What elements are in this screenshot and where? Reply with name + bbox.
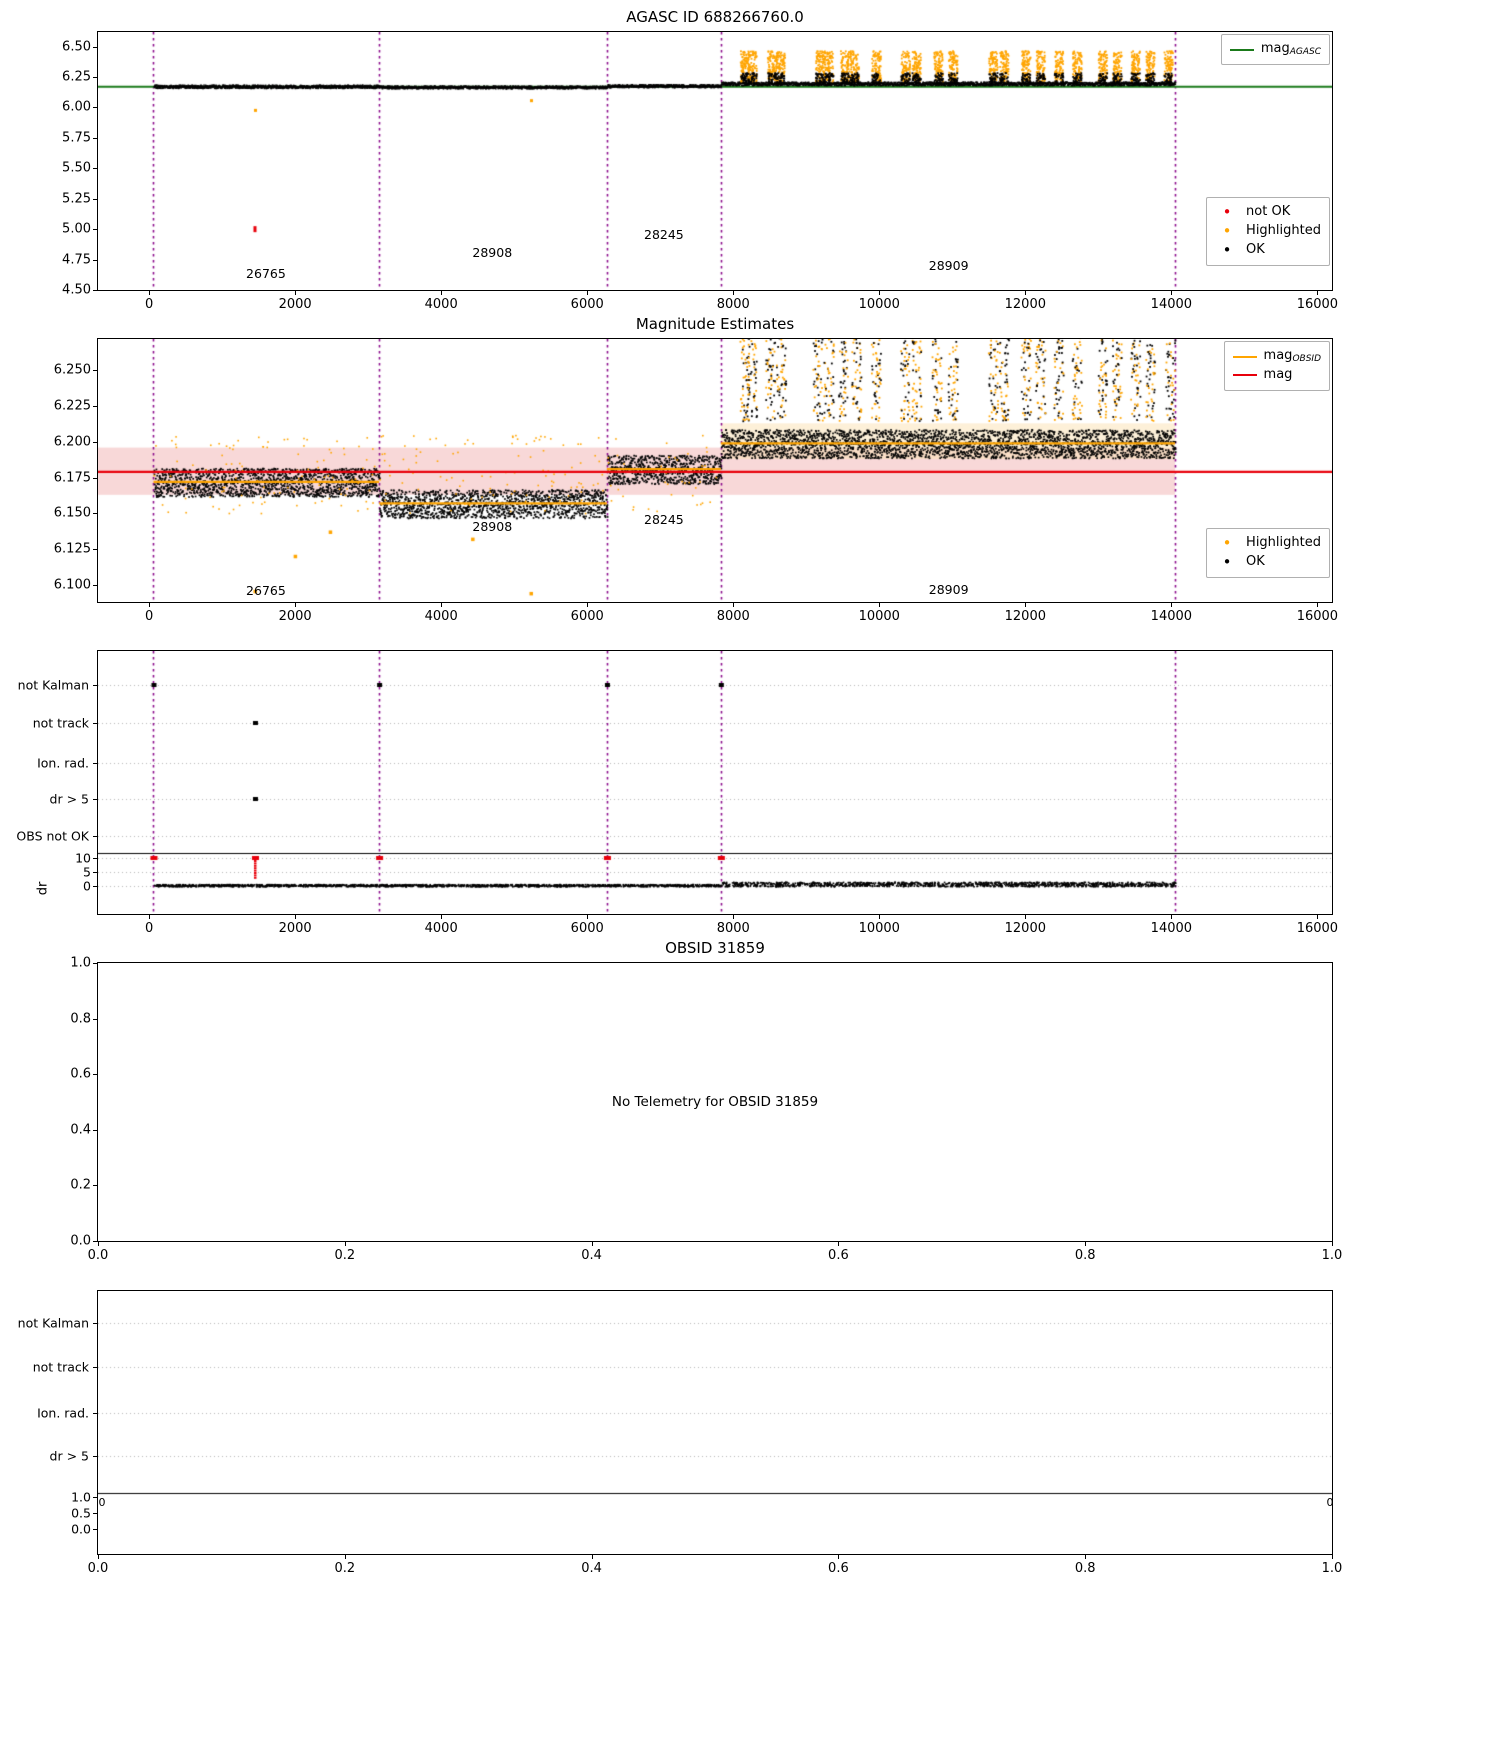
x-tick-mark xyxy=(587,290,588,295)
x-tick-label: 2000 xyxy=(278,921,312,936)
x-tick-mark xyxy=(587,914,588,919)
panel-mag-legend-top xyxy=(1224,341,1330,391)
legend-dot-swatch: • xyxy=(1222,553,1232,572)
y-tick-label: 0.0 xyxy=(70,1233,91,1249)
panel-mag-title: Magnitude Estimates xyxy=(635,315,795,333)
legend-row-mag-agasc xyxy=(1230,40,1321,59)
y-tick-mark xyxy=(93,1497,98,1498)
x-tick-label: 0 xyxy=(144,297,154,312)
obsid-label: 28908 xyxy=(472,245,513,261)
flag-row-label-2: Ion. rad. xyxy=(37,1405,89,1421)
x-tick-label: 8000 xyxy=(716,297,750,312)
legend-label-mag-obsid: mag$_{OBSID}$ xyxy=(1263,348,1321,364)
x-tick-label: 16000 xyxy=(1296,297,1339,312)
legend-dot-swatch: • xyxy=(1222,534,1232,553)
y-tick-mark xyxy=(93,406,98,407)
x-tick-mark xyxy=(295,290,296,295)
legend-label-highlighted: Highlighted xyxy=(1246,535,1321,551)
flag-row-label-0: not Kalman xyxy=(17,1315,89,1331)
y-tick-mark xyxy=(93,229,98,230)
x-tick-mark xyxy=(149,602,150,607)
x-tick-mark xyxy=(592,1241,593,1246)
legend-row-ok xyxy=(1215,241,1321,260)
dr-tick-0: 0.0 xyxy=(71,1521,91,1537)
legend-label-not-ok: not OK xyxy=(1246,204,1291,220)
y-tick-mark xyxy=(93,1074,98,1075)
x-tick-mark xyxy=(1332,1554,1333,1559)
y-tick-mark xyxy=(93,723,98,724)
y-tick-mark xyxy=(93,1367,98,1368)
x-tick-mark xyxy=(879,914,880,919)
legend-dot-swatch: • xyxy=(1222,222,1232,241)
y-tick-label: 6.25 xyxy=(62,69,91,85)
y-tick-label: 5.75 xyxy=(62,130,91,146)
x-tick-mark xyxy=(1025,602,1026,607)
x-tick-mark xyxy=(149,914,150,919)
x-tick-label: 14000 xyxy=(1150,297,1193,312)
x-tick-label: 4000 xyxy=(424,297,458,312)
x-tick-mark xyxy=(295,602,296,607)
x-tick-label: 16000 xyxy=(1296,921,1339,936)
x-tick-label: 0 xyxy=(144,921,154,936)
x-tick-label: 6000 xyxy=(570,609,604,624)
obsid-label: 28908 xyxy=(472,518,513,534)
x-tick-mark xyxy=(1025,290,1026,295)
x-tick-label: 10000 xyxy=(858,297,900,312)
x-tick-mark xyxy=(1085,1554,1086,1559)
panel-agasc-magnitude xyxy=(62,8,1339,312)
y-tick-mark xyxy=(93,138,98,139)
y-tick-mark xyxy=(93,1456,98,1457)
panel-obsid-title: OBSID 31859 xyxy=(665,939,765,957)
obsid-label: 26765 xyxy=(246,583,286,599)
x-tick-label: 1.0 xyxy=(1321,1561,1343,1576)
x-tick-label: 6000 xyxy=(570,297,604,312)
x-tick-label: 0.6 xyxy=(828,1248,849,1263)
flag-row-label-1: not track xyxy=(32,715,89,731)
x-tick-label: 0.4 xyxy=(581,1561,602,1576)
x-tick-label: 0.0 xyxy=(87,1561,109,1576)
panel-flags-plot-area xyxy=(98,651,1332,914)
y-tick-mark xyxy=(93,685,98,686)
dr-tick-1: 1.0 xyxy=(71,1489,91,1505)
y-tick-mark xyxy=(93,1130,98,1131)
flag-row-label-3: dr > 5 xyxy=(49,1448,89,1464)
legend-dot-swatch: • xyxy=(1222,203,1232,222)
obsid-label: 28245 xyxy=(643,511,684,527)
x-tick-mark xyxy=(838,1554,839,1559)
panel-agasc-legend-top xyxy=(1221,34,1330,65)
y-tick-label: 4.75 xyxy=(62,252,91,268)
x-tick-mark xyxy=(879,602,880,607)
legend-line-swatch xyxy=(1230,49,1254,51)
y-tick-mark xyxy=(93,1529,98,1530)
x-tick-label: 0.6 xyxy=(828,1561,849,1576)
x-tick-mark xyxy=(98,1554,99,1559)
x-tick-mark xyxy=(879,290,880,295)
y-tick-mark xyxy=(93,77,98,78)
x-tick-label: 4000 xyxy=(424,921,458,936)
y-tick-label: 5.50 xyxy=(62,160,91,176)
x-tick-label: 0.8 xyxy=(1074,1248,1096,1263)
x-tick-mark xyxy=(441,290,442,295)
x-tick-label: 0.2 xyxy=(334,1248,356,1263)
y-tick-label: 0.4 xyxy=(70,1122,91,1138)
y-tick-mark xyxy=(93,1413,98,1414)
legend-line-swatch xyxy=(1233,374,1257,376)
y-tick-label: 5.00 xyxy=(62,221,91,237)
y-tick-label: 5.25 xyxy=(62,191,91,207)
legend-row-highlighted xyxy=(1215,222,1321,241)
y-tick-label: 6.175 xyxy=(53,470,91,486)
y-tick-mark xyxy=(93,763,98,764)
x-tick-mark xyxy=(345,1241,346,1246)
panel-obsid-flags-plot-area xyxy=(98,1291,1332,1554)
y-tick-mark xyxy=(93,370,98,371)
x-tick-mark xyxy=(592,1554,593,1559)
legend-row-mag-obsid xyxy=(1233,347,1321,366)
flag-row-label-0: not Kalman xyxy=(17,677,89,693)
x-tick-mark xyxy=(1171,914,1172,919)
panel-flags xyxy=(16,650,1339,936)
x-tick-mark xyxy=(1085,1241,1086,1246)
dr-tick-5: 5 xyxy=(83,864,91,880)
flag-row-label-1: not track xyxy=(32,1359,89,1375)
x-tick-label: 1.0 xyxy=(1321,1248,1343,1263)
legend-line-swatch xyxy=(1233,356,1257,358)
flag-row-label-4: OBS not OK xyxy=(16,828,89,844)
x-tick-label: 2000 xyxy=(278,609,312,624)
dr-tick-0: 0 xyxy=(83,878,91,894)
x-tick-label: 0.0 xyxy=(87,1248,109,1263)
y-tick-mark xyxy=(93,836,98,837)
y-tick-label: 0.8 xyxy=(70,1011,91,1027)
y-tick-mark xyxy=(93,585,98,586)
x-tick-label: 14000 xyxy=(1150,609,1193,624)
panel-agasc-title: AGASC ID 688266760.0 xyxy=(626,8,804,26)
x-tick-label: 8000 xyxy=(716,921,750,936)
y-tick-mark xyxy=(93,886,98,887)
obsid-label: 28245 xyxy=(643,227,684,243)
y-tick-mark xyxy=(93,963,98,964)
y-tick-label: 6.200 xyxy=(53,434,91,450)
dr-tick-0.5: 0.5 xyxy=(71,1505,91,1521)
obsid-label: 28909 xyxy=(928,257,969,273)
x-tick-label: 0.4 xyxy=(581,1248,602,1263)
y-tick-mark xyxy=(93,1323,98,1324)
flag-row-label-2: Ion. rad. xyxy=(37,755,89,771)
y-tick-label: 1.0 xyxy=(70,955,91,971)
x-tick-mark xyxy=(587,602,588,607)
panel-obsid-telemetry xyxy=(70,939,1343,1263)
legend-label-mag: mag xyxy=(1263,367,1293,383)
x-tick-label: 0.2 xyxy=(334,1561,356,1576)
x-tick-label: 12000 xyxy=(1004,609,1046,624)
legend-row-mag xyxy=(1233,366,1321,385)
x-tick-mark xyxy=(733,602,734,607)
x-tick-mark xyxy=(1317,602,1318,607)
y-tick-label: 0.6 xyxy=(70,1066,91,1082)
y-tick-mark xyxy=(93,549,98,550)
y-tick-mark xyxy=(93,872,98,873)
x-tick-label: 12000 xyxy=(1004,297,1046,312)
y-tick-label: 6.250 xyxy=(53,362,91,378)
y-tick-label: 6.125 xyxy=(53,541,91,557)
panel-mag-legend-bottom xyxy=(1206,528,1330,578)
legend-label-highlighted: Highlighted xyxy=(1246,223,1321,239)
x-tick-mark xyxy=(441,602,442,607)
corner-label-left: 0 xyxy=(98,1496,106,1509)
panel-flags-dr-axis-label: dr xyxy=(35,881,51,896)
y-tick-mark xyxy=(93,1019,98,1020)
y-tick-mark xyxy=(93,478,98,479)
y-tick-mark xyxy=(93,168,98,169)
x-tick-mark xyxy=(149,290,150,295)
x-tick-mark xyxy=(1171,290,1172,295)
x-tick-mark xyxy=(295,914,296,919)
no-telemetry-message: No Telemetry for OBSID 31859 xyxy=(611,1094,819,1110)
legend-label-ok: OK xyxy=(1246,242,1265,258)
obsid-label: 26765 xyxy=(246,266,286,282)
x-tick-mark xyxy=(1025,914,1026,919)
x-tick-mark xyxy=(1171,602,1172,607)
y-tick-mark xyxy=(93,513,98,514)
x-tick-mark xyxy=(733,290,734,295)
x-tick-label: 8000 xyxy=(716,609,750,624)
legend-row-not-ok xyxy=(1215,203,1321,222)
x-tick-label: 6000 xyxy=(570,921,604,936)
x-tick-label: 0 xyxy=(144,609,154,624)
y-tick-mark xyxy=(93,290,98,291)
x-tick-mark xyxy=(98,1241,99,1246)
legend-label-mag-agasc: mag$_{AGASC}$ xyxy=(1260,41,1321,57)
x-tick-mark xyxy=(838,1241,839,1246)
y-tick-mark xyxy=(93,1185,98,1186)
corner-label-right: 0 xyxy=(1326,1496,1334,1509)
x-tick-label: 2000 xyxy=(278,297,312,312)
y-tick-mark xyxy=(93,47,98,48)
obsid-label: 28909 xyxy=(928,581,969,597)
panel-magnitude-estimates xyxy=(53,315,1339,624)
panel-mag-plot-area xyxy=(98,339,1332,602)
x-tick-mark xyxy=(345,1554,346,1559)
y-tick-label: 6.150 xyxy=(53,505,91,521)
dr-tick-10: 10 xyxy=(75,850,91,866)
y-tick-label: 6.225 xyxy=(53,398,91,414)
legend-row-ok xyxy=(1215,553,1321,572)
x-tick-label: 16000 xyxy=(1296,609,1339,624)
x-tick-mark xyxy=(441,914,442,919)
y-tick-mark xyxy=(93,199,98,200)
y-tick-mark xyxy=(93,1513,98,1514)
legend-dot-swatch: • xyxy=(1222,241,1232,260)
x-tick-label: 0.8 xyxy=(1074,1561,1096,1576)
y-tick-label: 6.00 xyxy=(62,99,91,115)
x-tick-label: 10000 xyxy=(858,921,900,936)
y-tick-mark xyxy=(93,858,98,859)
flag-row-label-3: dr > 5 xyxy=(49,791,89,807)
x-tick-mark xyxy=(1317,914,1318,919)
x-tick-label: 10000 xyxy=(858,609,900,624)
panel-agasc-plot-area xyxy=(98,32,1332,290)
legend-label-ok: OK xyxy=(1246,554,1265,570)
x-tick-mark xyxy=(1317,290,1318,295)
legend-row-highlighted xyxy=(1215,534,1321,553)
x-tick-label: 12000 xyxy=(1004,921,1046,936)
y-tick-mark xyxy=(93,442,98,443)
y-tick-label: 6.50 xyxy=(62,39,91,55)
y-tick-label: 0.2 xyxy=(70,1177,91,1193)
y-tick-label: 6.100 xyxy=(53,577,91,593)
panel-obsid-flags xyxy=(17,1290,1343,1576)
y-tick-mark xyxy=(93,260,98,261)
x-tick-label: 14000 xyxy=(1150,921,1193,936)
x-tick-label: 4000 xyxy=(424,609,458,624)
x-tick-mark xyxy=(1332,1241,1333,1246)
y-tick-label: 4.50 xyxy=(62,282,91,298)
y-tick-mark xyxy=(93,107,98,108)
panel-agasc-legend-bottom xyxy=(1206,197,1330,266)
x-tick-mark xyxy=(733,914,734,919)
y-tick-mark xyxy=(93,799,98,800)
